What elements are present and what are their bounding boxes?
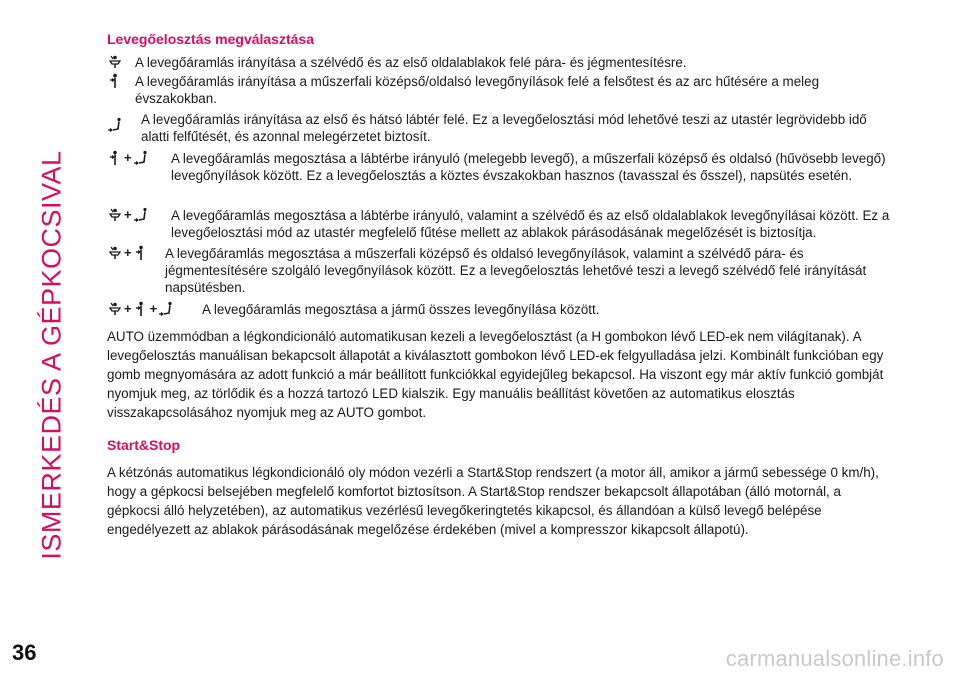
entry-1-text: A levegőáramlás irányítása a műszerfali középső/oldalsó levegőnyílások felé a felsőtest és az arc hűtésére a meleg évszakokban. (135, 74, 820, 106)
paragraph-auto-mode: AUTO üzemmódban a légkondicionáló automatikusan kezeli a levegőelosztást (a H gombokon lévő LED-ek nem világítanak). A levegőelosztás manuálisan bekapcsolt állapotát a kiválasztott gombokon lévő LED-ek felgyulladása jelzi. Kombinált funkcióban egy gomb megnyomására az adott funkció a már beállított funkciókkal egyidejűleg bekapcsol. Ha viszont egy már aktív funkció gombját nyomjuk meg, az törlődik és a hozzá tartozó LED kialszik. Egy manuális beállítást követően az automatikus elosztás visszakapcsolásához nyomjuk meg az AUTO gombot. (107, 329, 884, 420)
foot-vent-icon (107, 117, 123, 133)
page-number: 36 (12, 640, 37, 665)
foot-vent-icon (133, 150, 149, 166)
entry-3-icons (107, 150, 171, 184)
entry-5 (107, 245, 897, 296)
foot-vent-icon (158, 301, 174, 317)
heading-air-distribution: Levegőelosztás megválasztása (107, 31, 314, 47)
plus-sign: + (124, 207, 132, 222)
foot-vent-icon (133, 207, 149, 223)
windshield-defrost-icon (107, 301, 123, 317)
entry-2-icons (107, 111, 141, 145)
plus-sign: + (124, 245, 132, 260)
face-vent-icon (133, 301, 149, 317)
entry-4-icons (107, 207, 171, 241)
entry-6-icons (107, 301, 202, 318)
entry-2 (107, 111, 897, 145)
face-vent-icon (133, 245, 149, 261)
entry-4 (107, 207, 897, 241)
entry-6 (107, 301, 897, 318)
windshield-defrost-icon (107, 245, 123, 261)
section-side-title: ISMERKEDÉS A GÉPKOCSIVAL (36, 150, 67, 560)
heading-start-stop: Start&Stop (107, 437, 181, 453)
entry-5-text: A levegőáramlás megosztása a műszerfali középső és oldalsó levegőnyílások, valamint a szélvédő pára- és jégmentesítésére szolgáló levegőnyílások között. Ez a levegőelosztás lehetővé teszi a levegő szélvédő felé irányítását napsütésben. (165, 246, 867, 295)
entry-3-text: A levegőáramlás megosztása a lábtérbe irányuló (melegebb levegő), a műszerfali középső és oldalsó (hűvösebb levegő) levegőnyílások között. Ez a levegőelosztás a köztes évszakokban hasznos (tavasszal és ősszel), napsütés esetén. (171, 151, 886, 183)
watermark: carmanualsonline.info (725, 646, 944, 671)
entry-0-text: A levegőáramlás irányítása a szélvédő és az első oldalablakok felé pára- és jégmentesítésre. (135, 55, 687, 70)
paragraph-start-stop: A kétzónás automatikus légkondicionáló oly módon vezérli a Start&Stop rendszert (a motor áll, amikor a jármű sebessége 0 km/h), hogy a gépkocsi belsejében megfelelő komfortot biztosítson. A Start&Stop rendszer bekapcsolt állapotában (álló motornál, a gépkocsi álló helyzetében), az automatikus vezérlésű levegőkeringtetés kikapcsol, és állandóan a külső levegő belépése engedélyezett az ablakok párásodásának megelőzése érdekében (mivel a kompresszor kikapcsolt állapotú). (107, 465, 879, 537)
windshield-defrost-icon (107, 207, 123, 223)
plus-sign: + (124, 301, 132, 316)
face-vent-icon (107, 73, 123, 89)
entry-5-icons (107, 245, 165, 296)
plus-sign: + (149, 301, 158, 316)
face-vent-icon (107, 150, 123, 166)
entry-4-text: A levegőáramlás megosztása a lábtérbe irányuló, valamint a szélvédő és az első oldalablakok levegőnyílásai között. Ez a levegőelosztási mód az utastér megfelelő fűtése mellett az ablakok párásodásának megelőzését is biztosítja. (171, 208, 890, 240)
windshield-defrost-icon (107, 54, 123, 70)
entry-3 (107, 150, 897, 184)
plus-sign: + (124, 150, 132, 165)
entry-0 (107, 54, 897, 71)
entry-1 (107, 73, 897, 107)
entry-1-icons (107, 73, 135, 107)
entry-0-icons (107, 54, 135, 71)
entry-2-text: A levegőáramlás irányítása az első és hátsó lábtér felé. Ez a levegőelosztási mód lehetővé teszi az utastér legrövidebb idő alatti felfűtését, és azonnal melegérzetet biztosít. (141, 112, 867, 144)
entry-6-text: A levegőáramlás megosztása a jármű összes levegőnyílása között. (202, 302, 600, 317)
